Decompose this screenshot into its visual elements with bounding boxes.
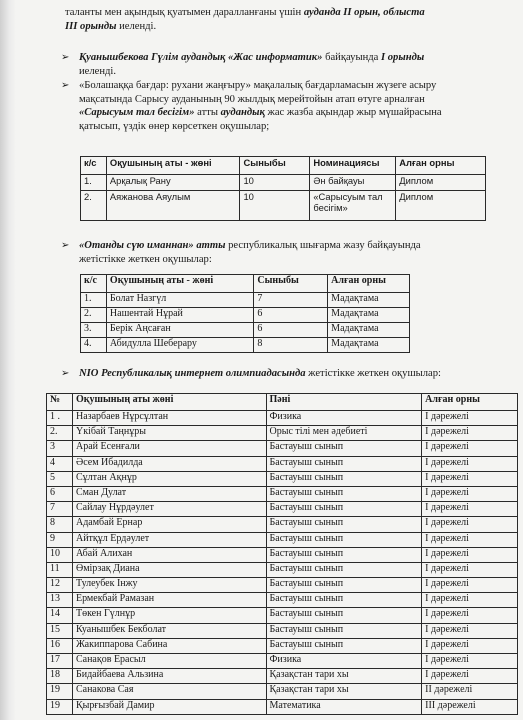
table-cell: Өмірзақ Диана [72, 562, 266, 577]
table-cell: 1 . [47, 411, 73, 426]
table-cell: Бастауыш сынып [266, 578, 422, 593]
table-header-row [47, 394, 518, 411]
table-cell: 6 [254, 308, 328, 323]
bullet-a-mid2: байқауында [322, 52, 381, 63]
intro-line1-bold: ауданда II орын, облыста [303, 7, 425, 18]
table-cell: I дәрежелі [422, 578, 518, 593]
table-cell: 18 [47, 669, 73, 684]
bullet-b-line4: қатысып, үздік өнер көрсеткен оқушылар; [79, 120, 270, 132]
table-cell: 17 [47, 654, 73, 669]
table-cell: Бастауыш сынып [266, 441, 422, 456]
table-cell: 4 [47, 456, 73, 471]
intro-line2-suffix: иеленді. [116, 20, 157, 32]
table-row [47, 684, 518, 699]
table-cell: 10 [240, 191, 310, 221]
table-cell: Төкен Гүлнұр [72, 608, 266, 623]
table-cell: Мадақтама [328, 323, 410, 338]
bullet-arrow-icon: ➢ [61, 52, 70, 63]
table-cell: Қазақстан тари хы [266, 684, 422, 699]
table-cell: 12 [47, 578, 73, 593]
table-cell: Сман Дулат [72, 486, 266, 501]
table-cell: Бастауыш сынып [266, 562, 422, 577]
table-cell: Абай Алихан [72, 547, 266, 562]
bullet-a-line2: иеленді. [79, 65, 117, 77]
intro-line2-bold: III орынды [65, 20, 117, 32]
table-cell: Бастауыш сынып [266, 502, 422, 517]
table-cell: 9 [47, 532, 73, 547]
table-cell: I дәрежелі [422, 517, 518, 532]
table-cell: Бастауыш сынып [266, 456, 422, 471]
bullet-c-suffix: республикалық шығарма жазу байқауында [225, 240, 421, 251]
bullet-c-title: «Отанды сүю иманнан» атты [79, 240, 226, 251]
table-cell: Математика [266, 699, 422, 714]
table-cell: I дәрежелі [422, 654, 518, 669]
table-cell: II дәрежелі [422, 684, 518, 699]
table-row [47, 471, 518, 486]
table-row [47, 623, 518, 638]
table-row [47, 441, 518, 456]
table-cell: III дәрежелі [422, 699, 518, 714]
table-cell: Бастауыш сынып [266, 593, 422, 608]
table-cell: Мадақтама [328, 308, 410, 323]
col-header: Алған орны [396, 157, 486, 175]
table-cell: I дәрежелі [422, 441, 518, 456]
bullet-arrow-icon: ➢ [61, 240, 70, 251]
table-cell: 13 [47, 593, 73, 608]
table-cell: I дәрежелі [422, 562, 518, 577]
table-cell: Мадақтама [328, 293, 410, 308]
table-row [47, 562, 518, 577]
table-row [81, 191, 486, 221]
table-header-row [81, 275, 410, 293]
col-header: Оқушының аты - жөні [106, 157, 240, 175]
bullet-arrow-icon: ➢ [61, 80, 70, 91]
bullet-a-place: I орынды [380, 52, 425, 63]
table-cell: 5 [47, 471, 73, 486]
table-cell: 2. [81, 308, 107, 323]
table-cell: 15 [47, 623, 73, 638]
table-row [47, 547, 518, 562]
col-header: к/с [81, 275, 107, 293]
table-row [47, 456, 518, 471]
table-cell: Бастауыш сынып [266, 532, 422, 547]
table-row [47, 532, 518, 547]
bullet-b-line1: «Болашаққа бағдар: рухани жаңғыру» мақалалық бағдарламасын жүзеге асыру [79, 80, 437, 91]
bullet-a-mid: ық [212, 52, 228, 63]
table-cell: 1. [81, 293, 107, 308]
col-header: Номинациясы [310, 157, 396, 175]
bullet-b-paragraph [79, 79, 519, 133]
bullet-d-title: NIO Республикалық интернет олимпиадасында [79, 368, 306, 379]
table-cell: I дәрежелі [422, 532, 518, 547]
table-row [81, 323, 410, 338]
bullet-a-contest: «Жас информатик» [227, 52, 323, 63]
table-cell: Нашентай Нұрай [106, 308, 253, 323]
table-cell: Физика [266, 411, 422, 426]
col-header: Алған орны [422, 394, 518, 411]
table-cell: 8 [254, 338, 328, 353]
table-cell: Болат Назгүл [106, 293, 253, 308]
table-cell: Мадақтама [328, 338, 410, 353]
table-cell: Арай Есенғали [72, 441, 266, 456]
table-cell: Ән байқауы [310, 175, 396, 191]
table-row [47, 411, 518, 426]
table-awards-poetry [80, 156, 486, 221]
table-cell: Тулеубек Інжу [72, 578, 266, 593]
table-cell: Диплом [396, 175, 486, 191]
table-cell: «Сарысуым тал бесігім» [310, 191, 396, 221]
table-cell: 19 [47, 684, 73, 699]
table-cell: Бастауыш сынып [266, 486, 422, 501]
table-cell: Санақов Ерасыл [72, 654, 266, 669]
table-cell: Әсем Ибадилда [72, 456, 266, 471]
bullet-arrow-icon: ➢ [61, 368, 70, 379]
table-cell: 1. [81, 175, 107, 191]
table-cell: I дәрежелі [422, 502, 518, 517]
bullet-a-name: Қуанышбекова Гүлім ауданд [79, 52, 213, 63]
intro-line1-prefix: таланты мен ақындық қуатымен даралланғаны үшін [65, 7, 304, 18]
table-cell: 14 [47, 608, 73, 623]
col-header: Сыныбы [240, 157, 310, 175]
table-cell: Орыс тілі мен әдебиеті [266, 426, 422, 441]
table-row [47, 517, 518, 532]
table-cell: 8 [47, 517, 73, 532]
bullet-b-line2: мақсатында Сарысу ауданының 90 жылдық мерейтойын атап өтуге арналған [79, 93, 425, 105]
table-row [47, 638, 518, 653]
table-cell: 19 [47, 699, 73, 714]
table-row [47, 426, 518, 441]
table-cell: 10 [47, 547, 73, 562]
table-cell: I дәрежелі [422, 547, 518, 562]
table-cell: Назарбаев Нұрсұлтан [72, 411, 266, 426]
table-cell: Бастауыш сынып [266, 471, 422, 486]
table-header-row [81, 157, 486, 175]
table-cell: I дәрежелі [422, 486, 518, 501]
table-cell: 16 [47, 638, 73, 653]
table-cell: I дәрежелі [422, 471, 518, 486]
col-header: Пәні [266, 394, 422, 411]
col-header: Сыныбы [254, 275, 328, 293]
table-cell: Айтқұл Ердәулет [72, 532, 266, 547]
table-cell: Куанышбек Бекболат [72, 623, 266, 638]
table-cell: 6 [47, 486, 73, 501]
table-cell: Бидайбаева Альзина [72, 669, 266, 684]
bullet-d-paragraph [79, 367, 519, 381]
table-row [47, 578, 518, 593]
table-cell: 7 [254, 293, 328, 308]
table-cell: 4. [81, 338, 107, 353]
table-row [47, 699, 518, 714]
table-row [47, 654, 518, 669]
table-cell: 7 [47, 502, 73, 517]
col-header: к/с [81, 157, 107, 175]
table-cell: Физика [266, 654, 422, 669]
table-cell: 6 [254, 323, 328, 338]
bullet-d-suffix: жетістікке жеткен оқушылар: [305, 368, 441, 379]
bullet-c-line2: жетістікке жеткен оқушылар: [79, 253, 212, 265]
bullet-b-title: «Сарысуым тал бесігім» [79, 107, 195, 119]
table-cell: Бастауыш сынып [266, 608, 422, 623]
table-cell: I дәрежелі [422, 638, 518, 653]
table-cell: 2. [81, 191, 107, 221]
table-cell: Бастауыш сынып [266, 638, 422, 653]
table-cell: Сұлтан Ақнұр [72, 471, 266, 486]
table-cell: Ермекбай Рамазан [72, 593, 266, 608]
table-row [47, 669, 518, 684]
col-header: Оқушының аты - жөні [106, 275, 253, 293]
col-header: Алған орны [328, 275, 410, 293]
table-cell: I дәрежелі [422, 608, 518, 623]
table-cell: Арқалық Рану [106, 175, 240, 191]
col-header: № [47, 394, 73, 411]
table-cell: I дәрежелі [422, 426, 518, 441]
bullet-c-paragraph [79, 239, 519, 266]
bullet-b-mid: атты [194, 107, 221, 119]
table-cell: Жакиппарова Сабина [72, 638, 266, 653]
table-cell: Диплом [396, 191, 486, 221]
table-awards-essay [80, 274, 410, 353]
table-cell: 3 [47, 441, 73, 456]
table-row [81, 308, 410, 323]
table-cell: Қырғызбай Дамир [72, 699, 266, 714]
table-row [47, 486, 518, 501]
intro-paragraph [65, 6, 515, 33]
table-cell: Берік Аңсаған [106, 323, 253, 338]
table-row [81, 293, 410, 308]
table-cell: Абидулла Шеберару [106, 338, 253, 353]
table-cell: Үкібай Таңнұры [72, 426, 266, 441]
bullet-a-paragraph [79, 51, 519, 78]
table-cell: I дәрежелі [422, 669, 518, 684]
table-row [47, 593, 518, 608]
table-cell: Сайлау Нұрдәулет [72, 502, 266, 517]
table-cell: Қазақстан тари хы [266, 669, 422, 684]
table-cell: Санакова Сая [72, 684, 266, 699]
table-cell: Бастауыш сынып [266, 517, 422, 532]
table-cell: 11 [47, 562, 73, 577]
table-cell: Бастауыш сынып [266, 623, 422, 638]
table-cell: 3. [81, 323, 107, 338]
bullet-b-level: аудандық [220, 107, 265, 119]
table-cell: Бастауыш сынып [266, 547, 422, 562]
table-cell: I дәрежелі [422, 456, 518, 471]
table-row [47, 608, 518, 623]
table-olympiad-results [46, 393, 518, 715]
table-cell: 10 [240, 175, 310, 191]
table-cell: Аяжанова Аяулым [106, 191, 240, 221]
bullet-b-suffix: жас жазба ақындар жыр мүшайрасына [264, 107, 442, 119]
col-header: Оқушының аты жөні [72, 394, 266, 411]
table-cell: Адамбай Ернар [72, 517, 266, 532]
table-cell: I дәрежелі [422, 411, 518, 426]
table-row [81, 175, 486, 191]
table-row [47, 502, 518, 517]
table-cell: 2. [47, 426, 73, 441]
table-cell: I дәрежелі [422, 623, 518, 638]
table-cell: I дәрежелі [422, 593, 518, 608]
table-row [81, 338, 410, 353]
scan-shadow [0, 0, 16, 720]
